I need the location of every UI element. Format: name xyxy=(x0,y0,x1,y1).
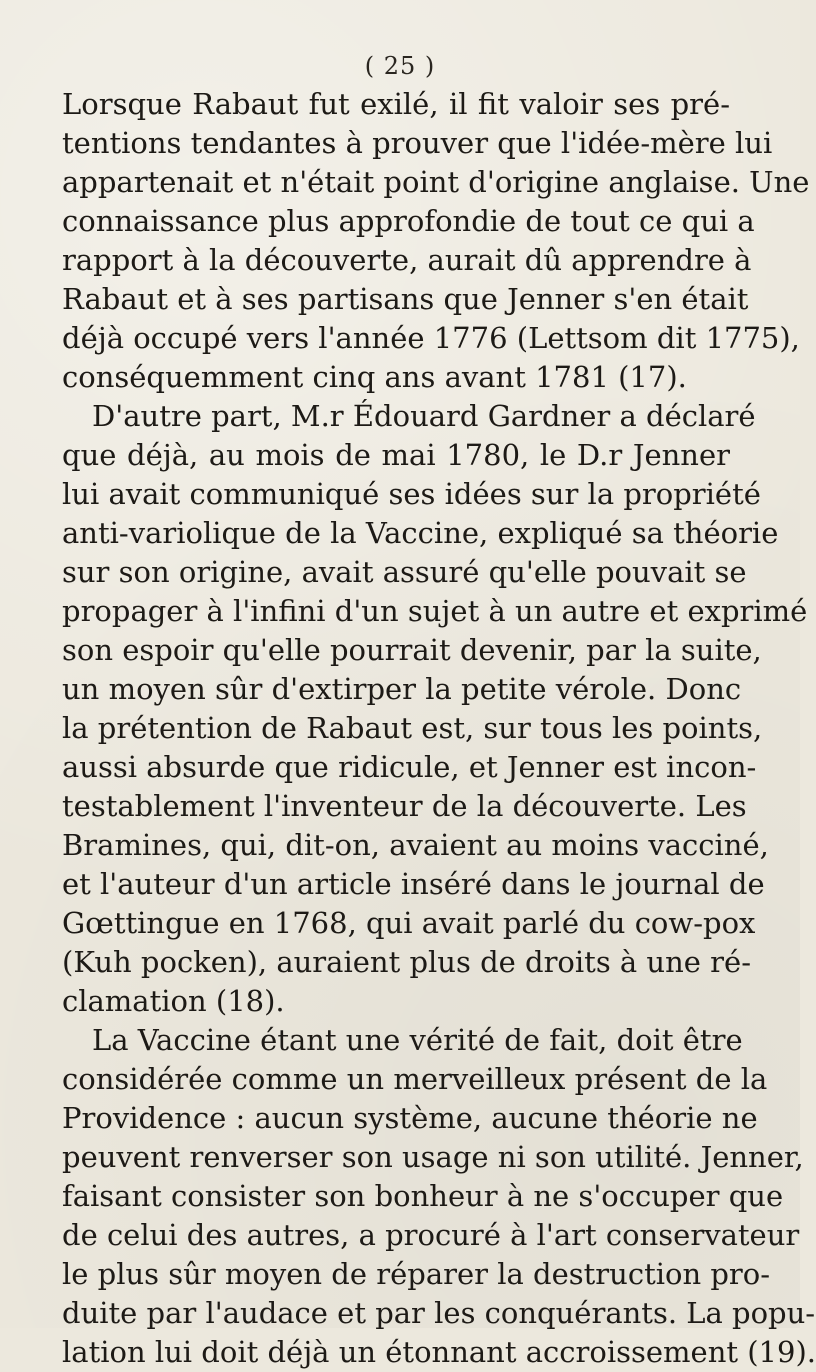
text-line: sur son origine, avait assuré qu'elle pouvait se xyxy=(62,555,747,589)
text-line: considérée comme un merveilleux présent de la xyxy=(62,1062,768,1096)
body-text xyxy=(62,85,816,1372)
text-line: aussi absurde que ridicule, et Jenner est incon- xyxy=(62,750,757,784)
paragraph-start-line: D'autre part, M.r Édouard Gardner a déclaré xyxy=(92,399,756,433)
text-line: connaissance plus approfondie de tout ce qui a xyxy=(62,204,755,238)
text-line: faisant consister son bonheur à ne s'occuper que xyxy=(62,1179,784,1213)
paragraph-end-line: conséquemment cinq ans avant 1781 (17). xyxy=(62,360,687,394)
text-line: rapport à la découverte, aurait dû apprendre à xyxy=(62,243,752,277)
paragraph-end-line: clamation (18). xyxy=(62,984,285,1018)
text-line: propager à l'infini d'un sujet à un autre et exprimé xyxy=(62,594,808,628)
text-line: déjà occupé vers l'année 1776 (Lettsom dit 1775), xyxy=(62,321,800,355)
text-line: Rabaut et à ses partisans que Jenner s'en était xyxy=(62,282,749,316)
text-line: de celui des autres, a procuré à l'art conservateur xyxy=(62,1218,800,1252)
text-line: tentions tendantes à prouver que l'idée-mère lui xyxy=(62,126,773,160)
text-line: Bramines, qui, dit-on, avaient au moins vacciné, xyxy=(62,828,769,862)
text-line: la prétention de Rabaut est, sur tous les points, xyxy=(62,711,763,745)
text-line: Gœttingue en 1768, qui avait parlé du cow-pox xyxy=(62,906,756,940)
text-line: duite par l'audace et par les conquérants. La popu- xyxy=(62,1296,816,1330)
text-line: Lorsque Rabaut fut exilé, il fit valoir ses pré- xyxy=(62,87,730,121)
text-line: le plus sûr moyen de réparer la destruction pro- xyxy=(62,1257,771,1291)
text-line: (Kuh pocken), auraient plus de droits à une ré- xyxy=(62,945,751,979)
text-line: et l'auteur d'un article inséré dans le journal de xyxy=(62,867,765,901)
text-line: un moyen sûr d'extirper la petite vérole. Donc xyxy=(62,672,742,706)
paragraph-start-line: La Vaccine étant une vérité de fait, doit être xyxy=(92,1023,743,1057)
text-line: son espoir qu'elle pourrait devenir, par la suite, xyxy=(62,633,762,667)
text-line: appartenait et n'était point d'origine anglaise. Une xyxy=(62,165,810,199)
page-number: ( 25 ) xyxy=(364,52,436,80)
text-line: testablement l'inventeur de la découverte. Les xyxy=(62,789,747,823)
text-line: peuvent renverser son usage ni son utilité. Jenner, xyxy=(62,1140,804,1174)
text-line: anti-variolique de la Vaccine, expliqué sa théorie xyxy=(62,516,779,550)
text-line: que déjà, au mois de mai 1780, le D.r Jenner xyxy=(62,438,730,472)
text-line: lation lui doit déjà un étonnant accroissement (19). xyxy=(62,1335,816,1369)
text-line: lui avait communiqué ses idées sur la propriété xyxy=(62,477,761,511)
text-line: Providence : aucun système, aucune théorie ne xyxy=(62,1101,758,1135)
